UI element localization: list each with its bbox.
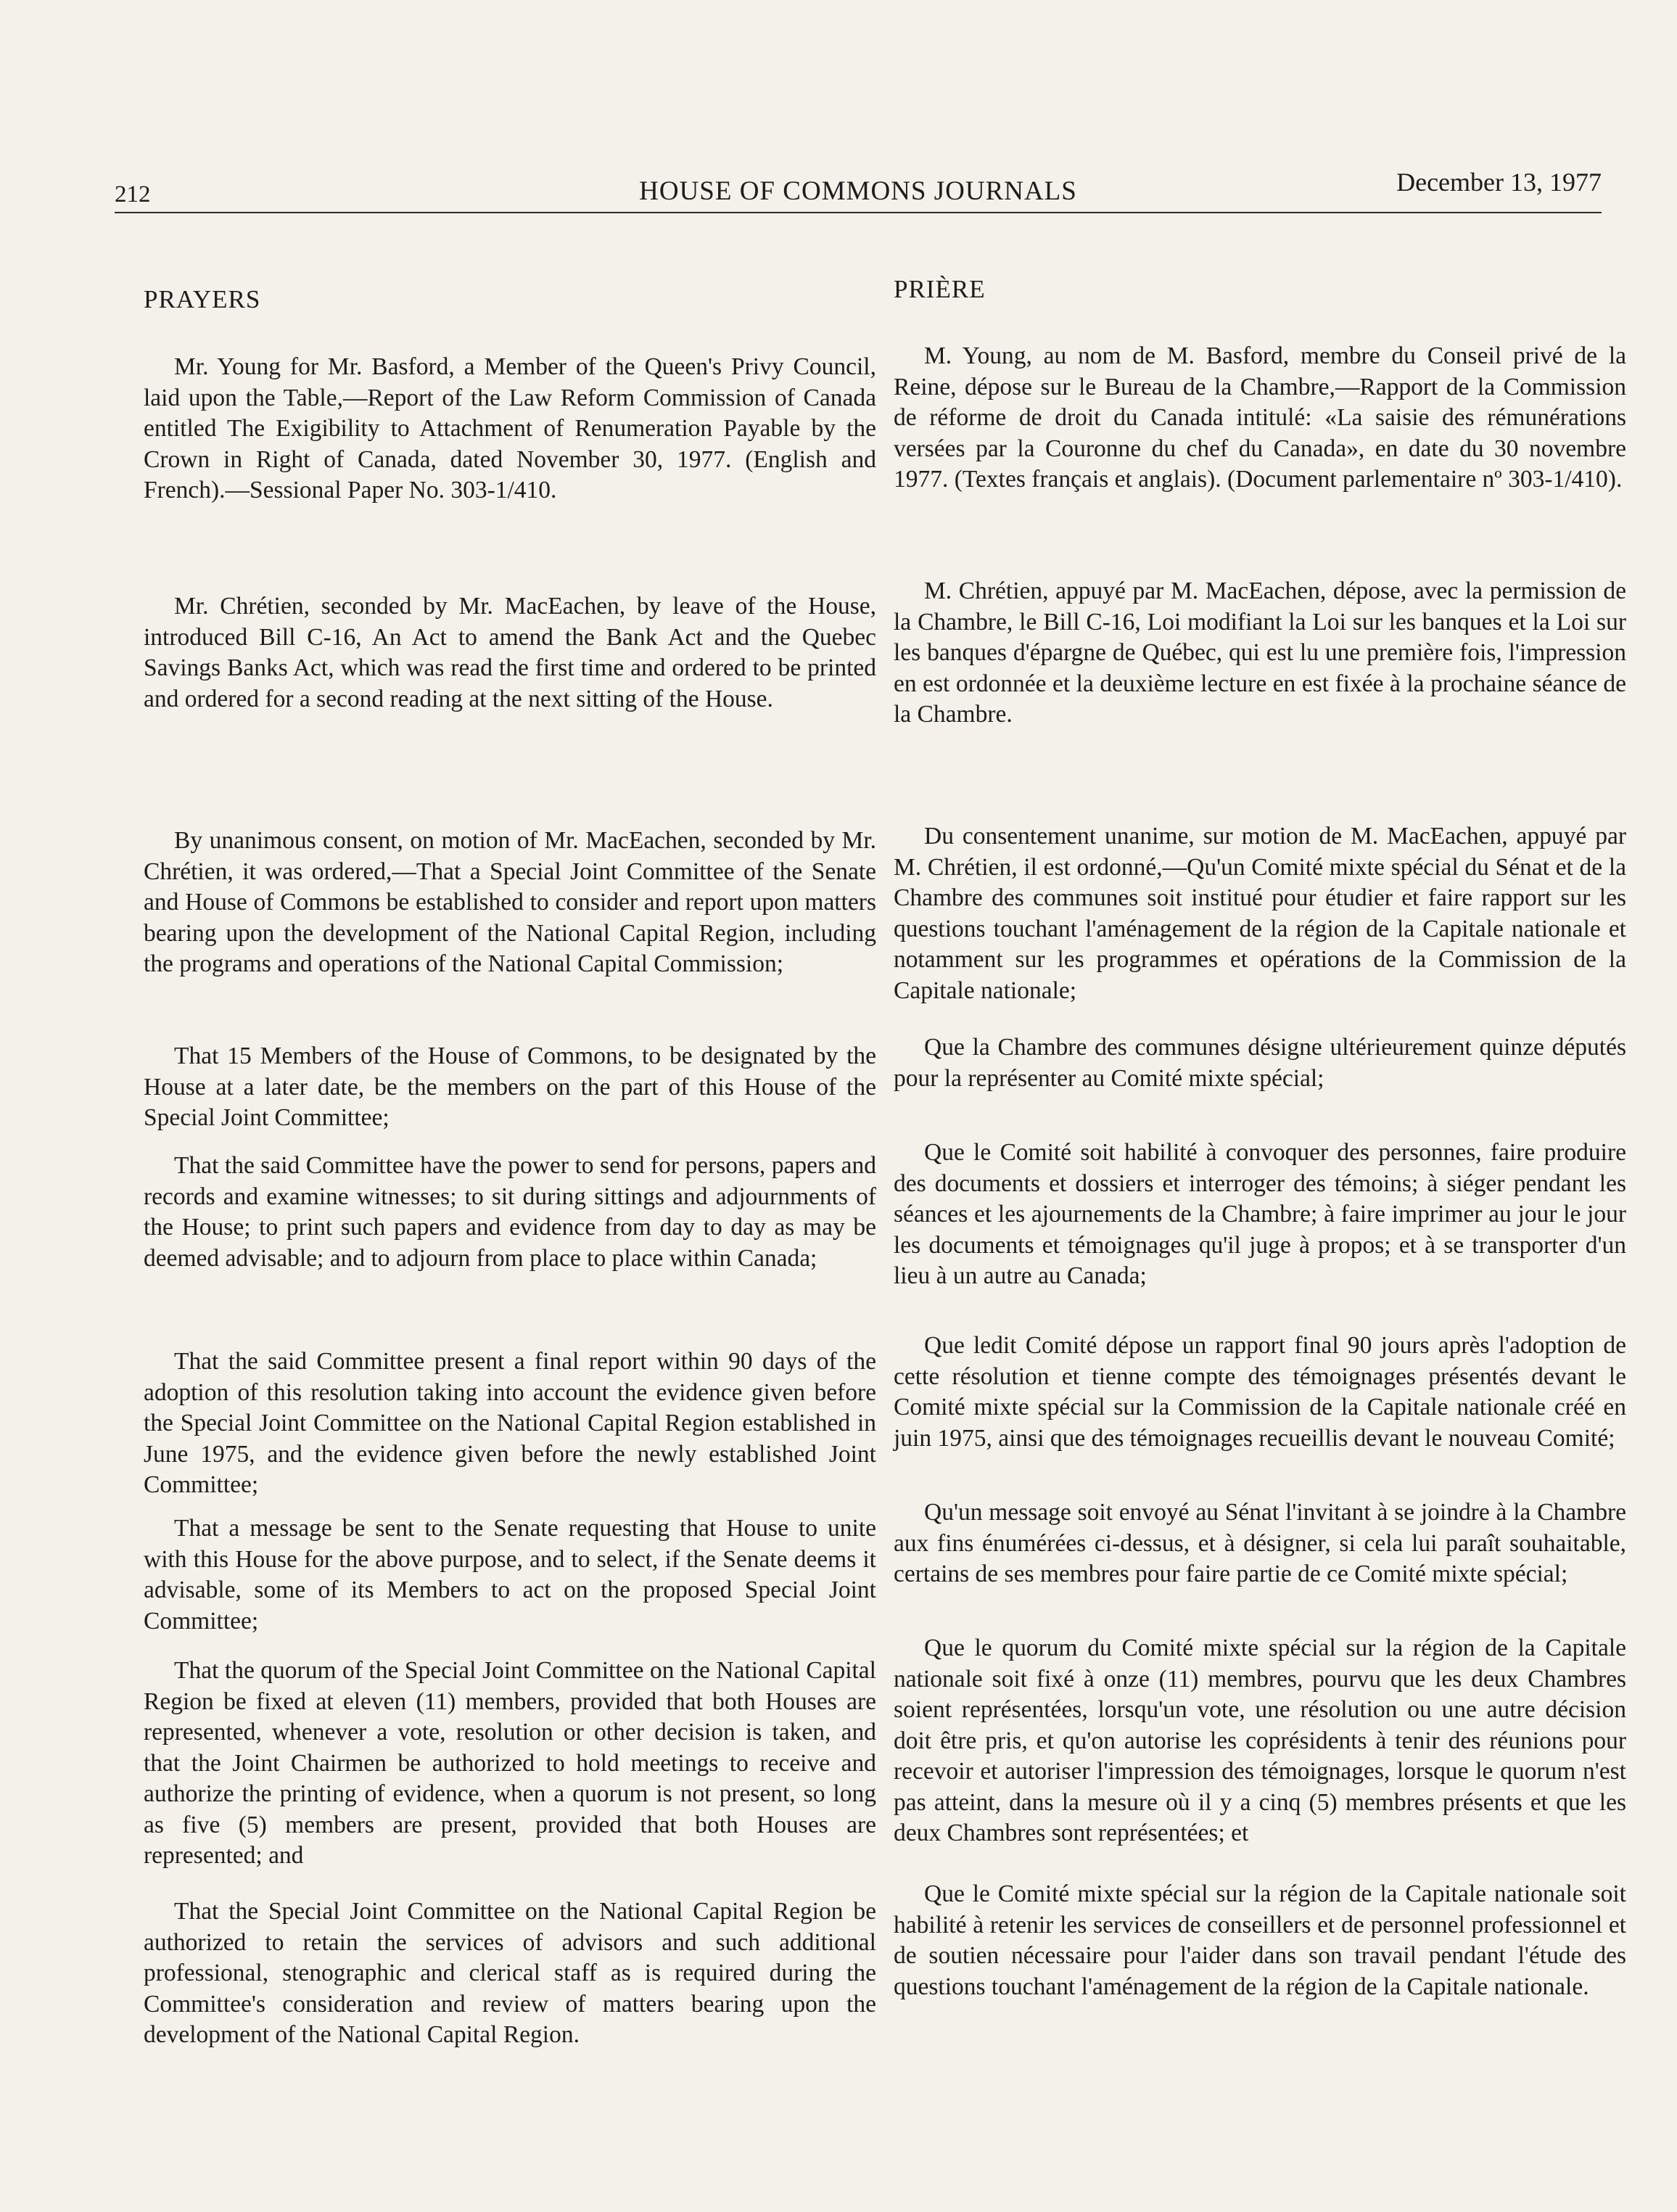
page-number: 212 bbox=[115, 181, 151, 207]
french-paragraph-2: M. Chrétien, appuyé par M. MacEachen, dépose, avec la permission de la Chambre, le Bill C-16, Loi modifiant la Loi sur les banques et la Loi sur les banques d'épargne de Québec, qui est lu une première fois, l'impression en est ordonnée et la deuxième lecture en est fixée à la prochaine séance de la Chambre. bbox=[894, 577, 1626, 728]
french-paragraph-3: Du consentement unanime, sur motion de M. MacEachen, appuyé par M. Chrétien, il est ordonné,—Qu'un Comité mixte spécial du Sénat et de la Chambre des communes soit institué pour étudier et faire rapport sur les questions touchant l'aménagement de la région de la Capitale nationale et notamment sur les programmes et opérations de la Commission de la Capitale nationale; bbox=[894, 823, 1626, 1004]
french-paragraph-6: Que ledit Comité dépose un rapport final 90 jours après l'adoption de cette résolution et tienne compte des témoignages présentés devant le Comité mixte spécial sur la Commission de la Capitale nationale créé en juin 1975, ainsi que des témoignages recueillis devant le nouveau Comité; bbox=[894, 1332, 1626, 1452]
french-paragraph-9: Que le Comité mixte spécial sur la région de la Capitale nationale soit habilité à retenir les services de conseillers et de personnel professionnel et de soutien nécessaire pour l'aider dans son travail pendant l'étude des questions touchant l'aménagement de la région de la Capitale nationale. bbox=[894, 1880, 1626, 2000]
french-heading: PRIÈRE bbox=[894, 275, 986, 303]
french-paragraph-8: Que le quorum du Comité mixte spécial sur la région de la Capitale nationale soit fixé à onze (11) membres, pourvu que les deux Chambres soient représentées, lorsqu'un vote, une résolution ou une autre décision doit être pris, et qu'on autorise les coprésidents à tenir des réunions pour recevoir et autoriser l'impression des témoignages, lorsque le quorum n'est pas atteint, dans la mesure où il y a cinq (5) membres présents et que les deux Chambres sont représentées; et bbox=[894, 1635, 1626, 1846]
french-paragraph-7: Qu'un message soit envoyé au Sénat l'invitant à se joindre à la Chambre aux fins énumérées ci-dessus, et à désigner, si cela lui paraît souhaitable, certains de ses membres pour faire partie de ce Comité mixte spécial; bbox=[894, 1499, 1626, 1587]
french-paragraph-4: Que la Chambre des communes désigne ultérieurement quinze députés pour la représenter au Comité mixte spécial; bbox=[894, 1034, 1626, 1092]
english-paragraph-9: That the Special Joint Committee on the National Capital Region be authorized to retain the services of advisors and such additional professional, stenographic and clerical staff as is required during the Committee's consideration and review of matters bearing upon the development of the National Capital Region. bbox=[144, 1898, 876, 2048]
english-heading: PRAYERS bbox=[144, 285, 261, 313]
english-paragraph-6: That the said Committee present a final report within 90 days of the adoption of this resolution taking into account the evidence given before the Special Joint Committee on the National Capital Region established in June 1975, and the evidence given before the newly established Joint Committee; bbox=[144, 1348, 876, 1498]
english-paragraph-2: Mr. Chrétien, seconded by Mr. MacEachen, by leave of the House, introduced Bill C-16, An Act to amend the Bank Act and the Quebec Savings Banks Act, which was read the first time and ordered to be printed and ordered for a second reading at the next sitting of the House. bbox=[144, 593, 876, 712]
english-paragraph-3: By unanimous consent, on motion of Mr. MacEachen, seconded by Mr. Chrétien, it was ordered,—That a Special Joint Committee of the Senate and House of Commons be established to consider and report upon matters bearing upon the development of the National Capital Region, including the programs and operations of the National Capital Commission; bbox=[144, 827, 876, 977]
english-paragraph-1: Mr. Young for Mr. Basford, a Member of the Queen's Privy Council, laid upon the Table,—Report of the Law Reform Commission of Canada entitled The Exigibility to Attachment of Renumeration Payable by the Crown in Right of Canada, dated November 30, 1977. (English and French).—Sessional Paper No. 303-1/410. bbox=[144, 353, 876, 503]
english-paragraph-8: That the quorum of the Special Joint Committee on the National Capital Region be fixed at eleven (11) members, provided that both Houses are represented, whenever a vote, resolution or other decision is taken, and that the Joint Chairmen be authorized to hold meetings to receive and authorize the printing of evidence, when a quorum is not present, so long as five (5) members are present, provided that both Houses are represented; and bbox=[144, 1657, 876, 1869]
page-header bbox=[115, 154, 1602, 213]
english-paragraph-7: That a message be sent to the Senate requesting that House to unite with this House for the above purpose, and to select, if the Senate deems it advisable, some of its Members to act on the proposed Special Joint Committee; bbox=[144, 1515, 876, 1635]
french-paragraph-1: M. Young, au nom de M. Basford, membre du Conseil privé de la Reine, dépose sur le Bureau de la Chambre,—Rapport de la Commission de réforme de droit du Canada intitulé: «La saisie des rémunérations versées par la Couronne du chef du Canada», en date du 30 novembre 1977. (Textes français et anglais). (Document parlementaire nº 303-1/410). bbox=[894, 342, 1626, 493]
french-paragraph-5: Que le Comité soit habilité à convoquer des personnes, faire produire des documents et dossiers et interroger des témoins; à siéger pendant les séances et les ajournements de la Chambre; à faire imprimer au jour le jour les documents et témoignages qu'il juge à propos; et à se transporter d'un lieu à un autre au Canada; bbox=[894, 1139, 1626, 1289]
header-date: December 13, 1977 bbox=[1396, 168, 1602, 197]
english-paragraph-4: That 15 Members of the House of Commons, to be designated by the House at a later date, be the members on the part of this House of the Special Joint Committee; bbox=[144, 1043, 876, 1131]
journal-title: HOUSE OF COMMONS JOURNALS bbox=[639, 176, 1077, 206]
english-paragraph-5: That the said Committee have the power to send for persons, papers and records and examine witnesses; to sit during sittings and adjournments of the House; to print such papers and evidence from day to day as may be deemed advisable; and to adjourn from place to place within Canada; bbox=[144, 1152, 876, 1272]
